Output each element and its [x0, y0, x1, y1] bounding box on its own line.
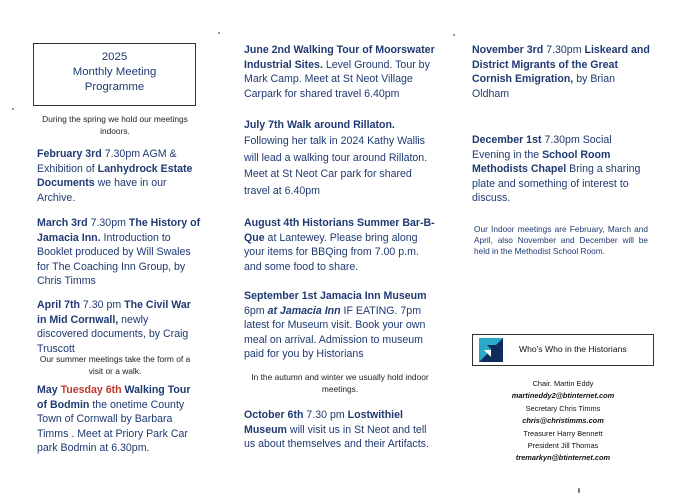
contacts-list — [470, 378, 656, 465]
chair: Chair. Martin Eddy — [532, 379, 594, 388]
programme-title-box — [33, 43, 196, 106]
chair-email[interactable]: martineddy2@btinternet.com — [511, 391, 615, 401]
aug-rest: at Lantewey. Please bring along your items for BBQing from 7.00 p.m. and some food to share. — [244, 231, 419, 273]
sep-highlight: September 1st Jamacia Inn Museum — [244, 290, 427, 302]
oct-entry — [244, 408, 436, 452]
oct-time: 7.30 pm — [303, 409, 348, 421]
jun-highlight: June 2nd Walking Tour of Moorswater Industrial Sites. — [244, 44, 435, 71]
jul-highlight: July 7th Walk around Rillaton. — [244, 119, 395, 131]
apr-rest: newly discovered documents, by Craig Truscott — [37, 313, 189, 355]
mar-date: March 3rd — [37, 217, 88, 229]
apr-entry — [37, 298, 202, 356]
mar-time: 7.30pm — [87, 217, 129, 229]
sep-entry — [244, 289, 436, 362]
feb-entry — [37, 147, 202, 205]
whos-who-box — [472, 334, 654, 366]
scan-speck — [453, 34, 455, 36]
sep-time: 6pm — [244, 304, 268, 317]
may-red-date: Tuesday 6th — [60, 384, 122, 396]
treasurer: Treasurer Harry Bennett — [523, 428, 603, 438]
president-email[interactable]: tremarkyn@btinternet.com — [515, 453, 611, 463]
aug-entry — [244, 216, 436, 274]
feb-highlight: Lanhydrock Estate Documents — [37, 162, 193, 190]
oct-highlight: October 6th — [244, 409, 304, 421]
may-highlight: Walking Tour of Bodmin — [37, 384, 191, 411]
apr-highlight: The Civil War in Mid Cornwall, — [37, 299, 191, 326]
whos-who-label: Who's Who in the Historians — [519, 344, 627, 354]
oct-rest: will visit us in St Neot and tell us about themselves and their Artifacts. — [244, 423, 429, 451]
summer-note: Our summer meetings take the form of a visit or a walk. — [39, 354, 191, 376]
may-rest: the onetime County Town of Cornwall by Barbara Timms . Meet at Priory Park Car park Bodmin at 6.30pm. — [37, 398, 188, 455]
apr-time: 7.30 pm — [79, 299, 125, 311]
spring-note: During the spring we hold our meetings indoors. — [42, 114, 188, 136]
historians-logo-icon — [479, 338, 503, 362]
title-line3: Programme — [84, 81, 145, 93]
feb-date: February 3rd — [37, 148, 102, 160]
title-year: 2025 — [101, 51, 128, 63]
scan-speck — [12, 108, 14, 110]
nov-highlight2: Liskeard and District Migrants of the Great Cornish Emigration, — [472, 44, 650, 86]
jul-entry — [244, 117, 436, 199]
indoor-note: Our Indoor meetings are February, March and April, also November and December will be held in the Methodist School Room. — [474, 224, 648, 257]
nov-entry — [472, 43, 650, 101]
dec-time: 7.30pm Social Evening in the — [472, 134, 612, 161]
nov-highlight: November 3rd — [472, 44, 544, 56]
president: President Jill Thomas — [527, 441, 599, 451]
may-date: May — [37, 384, 61, 396]
secretary-email[interactable]: chris@christimms.com — [522, 416, 604, 426]
mar-rest: Introduction to Booklet produced by Will Swales for The Coaching Inn Group, by Chris Timms — [37, 231, 191, 288]
dec-highlight2: School Room Methodists Chapel — [472, 148, 611, 176]
aug-highlight: August 4th Historians Summer Bar-B-Que — [244, 217, 435, 244]
dec-highlight: December 1st — [472, 134, 542, 146]
feb-rest: we have in our Archive. — [37, 177, 167, 204]
scan-speck — [218, 32, 220, 34]
secretary: Secretary Chris Timms — [525, 403, 601, 413]
dec-entry — [472, 133, 650, 206]
scan-speck — [578, 488, 580, 493]
jun-rest: Level Ground. Tour by Mark Camp. Meet at St Neot Village Carpark for shared travel 6.40pm — [244, 58, 430, 100]
mar-highlight: The History of Jamacia Inn. — [37, 217, 201, 244]
nov-rest: by Brian Oldham — [472, 73, 616, 100]
jun-entry — [244, 43, 436, 101]
sep-rest: IF EATING. 7pm latest for Museum visit. Book your own meal on arrival. Admission to museum paid for you by Historians — [244, 304, 426, 361]
may-entry — [37, 383, 202, 456]
sep-highlight2: at Jamacia Inn — [267, 304, 341, 317]
nov-time: 7.30pm — [543, 44, 585, 56]
apr-date: April 7th — [37, 299, 80, 311]
feb-time: 7.30pm AGM & Exhibition of — [37, 148, 177, 175]
oct-highlight2: Lostwithiel Museum — [244, 409, 403, 436]
dec-rest: Bring a sharing plate and something of interest to discuss. — [472, 163, 641, 205]
jul-rest: Following her talk in 2024 Kathy Wallis will lead a walking tour around Rillaton. Meet at St Neot Car park for shared travel at 6.40pm — [244, 135, 428, 197]
autumn-note: In the autumn and winter we usually hold indoor meetings. — [251, 372, 429, 394]
mar-entry — [37, 216, 202, 289]
title-line2: Monthly Meeting — [72, 66, 157, 78]
